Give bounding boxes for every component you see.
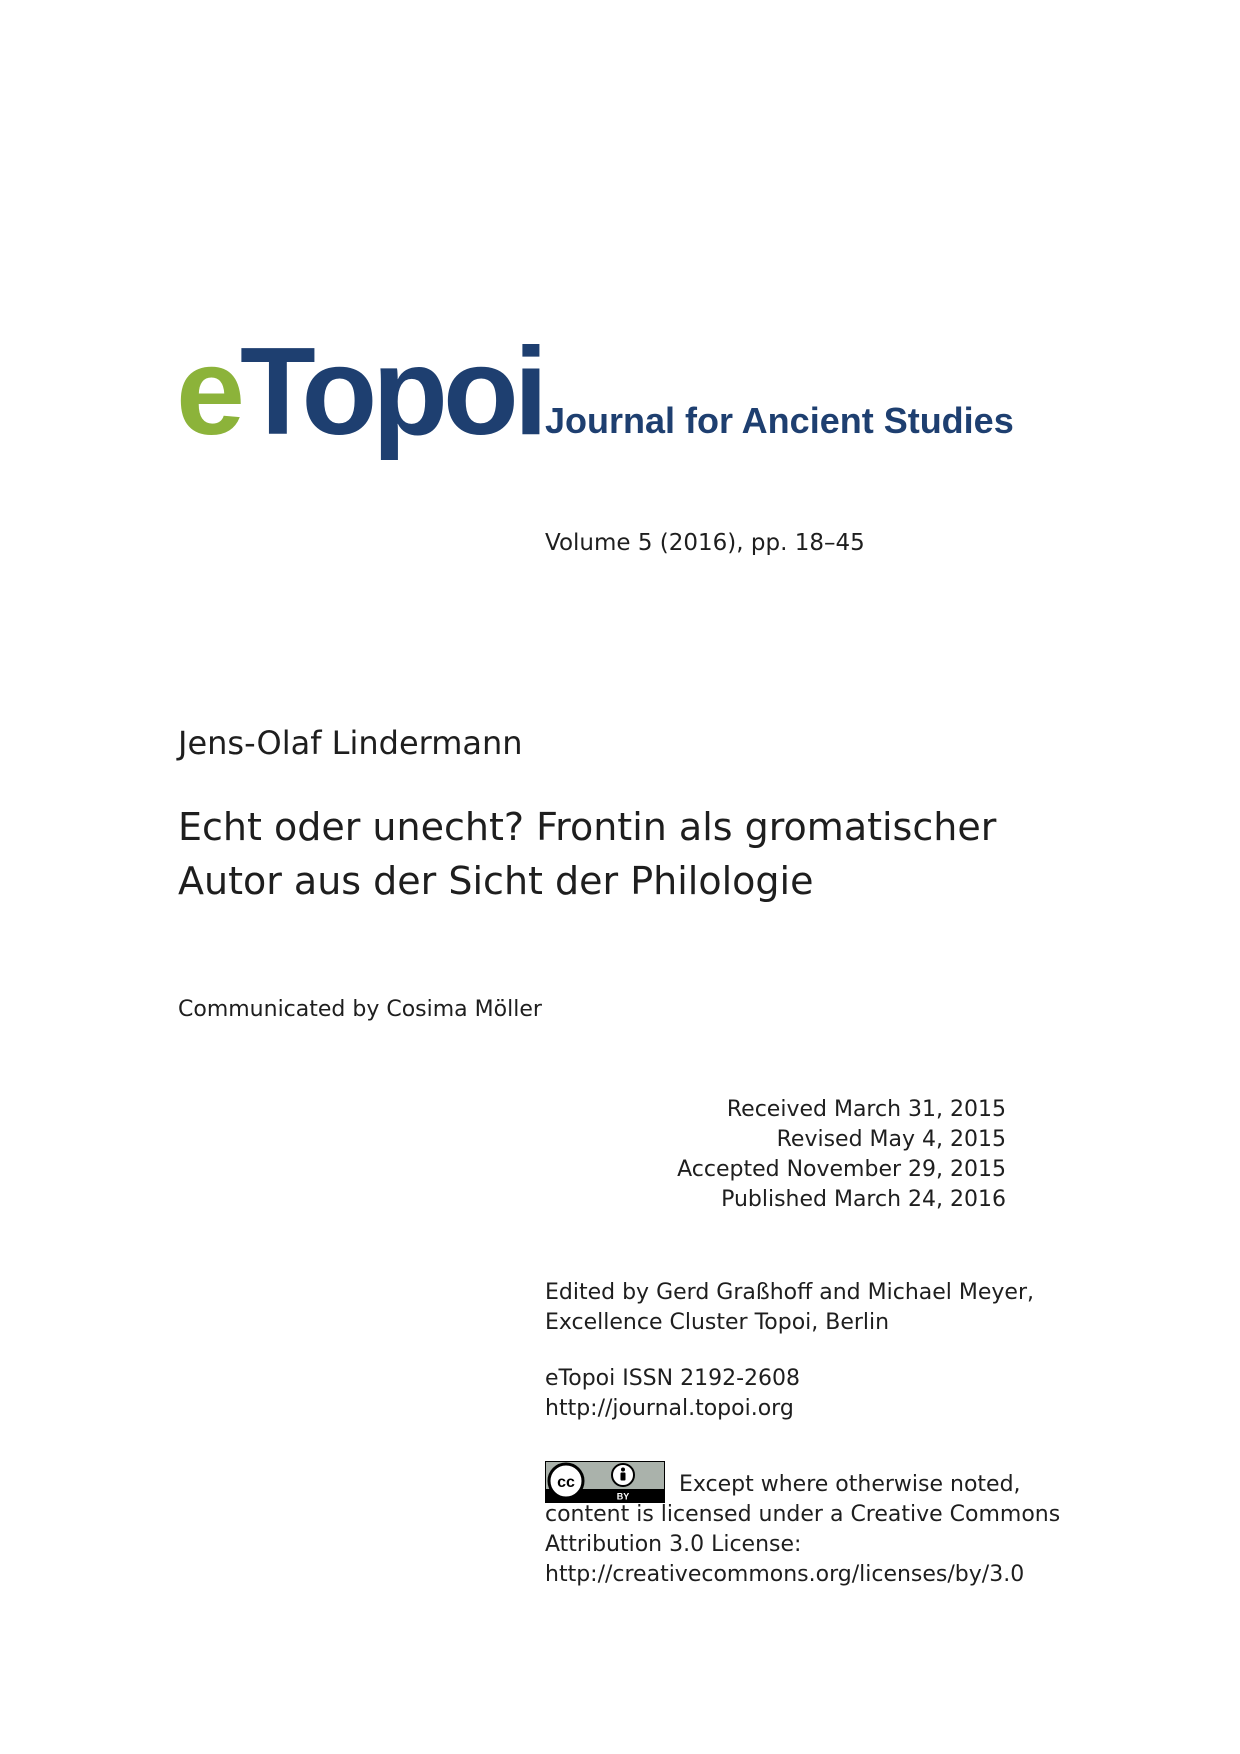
license-line-3: Attribution 3.0 License:: [545, 1532, 802, 1557]
journal-tagline: Journal for Ancient Studies: [545, 400, 1014, 441]
editors-info: [545, 1278, 1034, 1338]
by-badge-label: BY: [616, 1491, 630, 1502]
publication-dates: [677, 1095, 1006, 1215]
revised-date: Revised May 4, 2015: [776, 1127, 1006, 1152]
cc-badge-label: cc: [557, 1474, 575, 1491]
license-info: [545, 1458, 1061, 1590]
journal-url[interactable]: http://journal.topoi.org: [545, 1396, 794, 1421]
license-line-2: content is licensed under a Creative Commons: [545, 1502, 1061, 1527]
license-line-1: [545, 1458, 1021, 1502]
editors-line-2: Excellence Cluster Topoi, Berlin: [545, 1310, 890, 1335]
communicated-by: Communicated by Cosima Möller: [178, 997, 542, 1022]
etopoi-logo: [176, 323, 544, 461]
accepted-date: Accepted November 29, 2015: [677, 1157, 1006, 1182]
article-title-line-2: Autor aus der Sicht der Philologie: [178, 859, 814, 903]
license-text-line-1: Except where otherwise noted,: [679, 1472, 1021, 1497]
article-title-line-1: Echt oder unecht? Frontin als gromatischer: [178, 805, 997, 849]
cc-by-badge-icon[interactable]: [545, 1461, 665, 1503]
received-date: Received March 31, 2015: [726, 1097, 1006, 1122]
logo-topoi: Topoi: [239, 323, 544, 461]
logo-e: e: [176, 323, 240, 461]
editors-line-1: Edited by Gerd Graßhoff and Michael Meyer,: [545, 1280, 1035, 1305]
article-title: [178, 800, 1078, 908]
volume-info: Volume 5 (2016), pp. 18–45: [545, 530, 865, 556]
license-url[interactable]: http://creativecommons.org/licenses/by/3.0: [545, 1562, 1025, 1587]
published-date: Published March 24, 2016: [721, 1187, 1006, 1212]
author-name: Jens-Olaf Lindermann: [178, 724, 523, 762]
issn-info: [545, 1364, 800, 1424]
issn-number: eTopoi ISSN 2192-2608: [545, 1366, 801, 1391]
